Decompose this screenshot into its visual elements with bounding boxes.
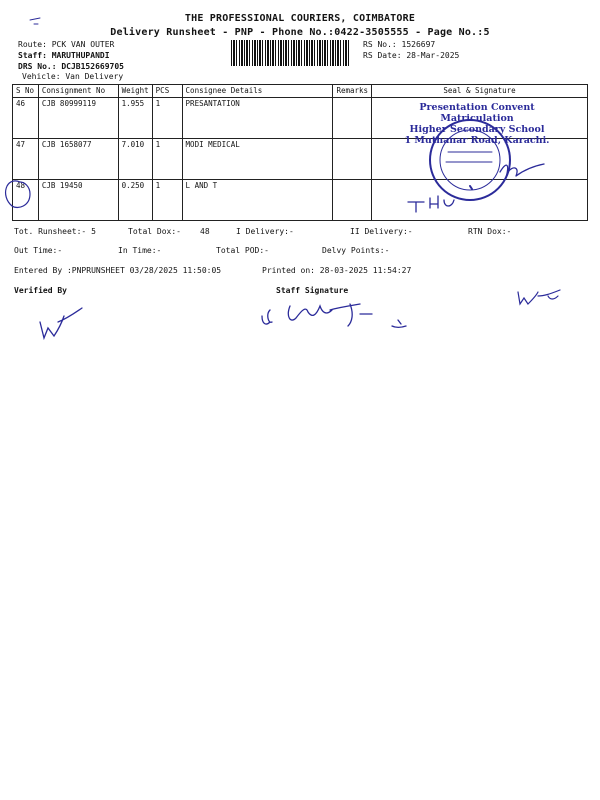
col-consignment: Consignment No bbox=[38, 85, 118, 98]
printed-on: Printed on: 28-03-2025 11:54:27 bbox=[262, 266, 412, 275]
rs-no: RS No.: 1526697 bbox=[363, 40, 436, 49]
sno-48-circle bbox=[6, 181, 30, 208]
seal-signature-47 bbox=[500, 164, 544, 178]
rtn-dox: RTN Dox:- bbox=[468, 227, 512, 236]
cell-weight: 1.955 bbox=[118, 98, 152, 139]
col-seal: Seal & Signature bbox=[372, 85, 588, 98]
in-time: In Time:- bbox=[118, 246, 162, 255]
cell-weight: 7.010 bbox=[118, 139, 152, 180]
stamp-line-1: Presentation Convent Matriculation bbox=[419, 102, 535, 124]
cell-pcs: 1 bbox=[152, 98, 182, 139]
cell-sno: 48 bbox=[13, 180, 39, 221]
col-pcs: PCS bbox=[152, 85, 182, 98]
rs-date: RS Date: 28-Mar-2025 bbox=[363, 51, 460, 60]
cell-consignment: CJB 1658077 bbox=[38, 139, 118, 180]
runsheet-title: Delivery Runsheet - PNP - Phone No.:0422-3505555 - Page No.:5 bbox=[110, 27, 490, 38]
route-label: Route: PCK VAN OUTER bbox=[18, 40, 115, 49]
ink-mark-top bbox=[30, 18, 40, 24]
stamp-line-3: 1 Muthanar Road, Karachi. bbox=[404, 135, 550, 146]
cell-consignee: L AND T bbox=[182, 180, 333, 221]
out-time: Out Time:- bbox=[14, 246, 63, 255]
total-dox-label: Total Dox:- bbox=[128, 227, 181, 236]
i-delivery: I Delivery:- bbox=[236, 227, 294, 236]
col-remarks: Remarks bbox=[333, 85, 372, 98]
tot-runsheet: Tot. Runsheet:- 5 bbox=[14, 227, 96, 236]
cell-weight: 0.250 bbox=[118, 180, 152, 221]
stamp-line-2: Higher Secondary School bbox=[409, 124, 545, 135]
seal-signature-48 bbox=[408, 196, 454, 212]
ii-delivery: II Delivery:- bbox=[350, 227, 413, 236]
delvy-points: Delvy Points:- bbox=[322, 246, 390, 255]
round-seal-icon bbox=[430, 120, 510, 200]
col-sno: S No bbox=[13, 85, 39, 98]
cell-sno: 47 bbox=[13, 139, 39, 180]
cell-pcs: 1 bbox=[152, 180, 182, 221]
staff-signature-icon bbox=[262, 304, 406, 328]
cell-consignment: CJB 80999119 bbox=[38, 98, 118, 139]
drs-label: DRS No.: DCJB152669705 bbox=[18, 62, 124, 71]
cell-consignment: CJB 19450 bbox=[38, 180, 118, 221]
total-pod: Total POD:- bbox=[216, 246, 269, 255]
company-title: THE PROFESSIONAL COURIERS, COIMBATORE bbox=[184, 13, 416, 24]
verified-signature bbox=[40, 308, 82, 338]
cell-sno: 46 bbox=[13, 98, 39, 139]
cell-consignee: PRESANTATION bbox=[182, 98, 333, 139]
col-weight: Weight bbox=[118, 85, 152, 98]
staff-signature-label: Staff Signature bbox=[276, 286, 349, 295]
cell-consignee: MODI MEDICAL bbox=[182, 139, 333, 180]
staff-label: Staff: MARUTHUPANDI bbox=[18, 51, 110, 60]
verified-by: Verified By bbox=[14, 286, 67, 295]
vehicle-label: Vehicle: Van Delivery bbox=[22, 72, 124, 81]
entered-by: Entered By :PNPRUNSHEET 03/28/2025 11:50:05 bbox=[14, 266, 222, 275]
right-initials-signature bbox=[518, 290, 560, 304]
total-dox-value: 48 bbox=[200, 227, 210, 236]
col-consignee: Consignee Details bbox=[182, 85, 333, 98]
cell-pcs: 1 bbox=[152, 139, 182, 180]
